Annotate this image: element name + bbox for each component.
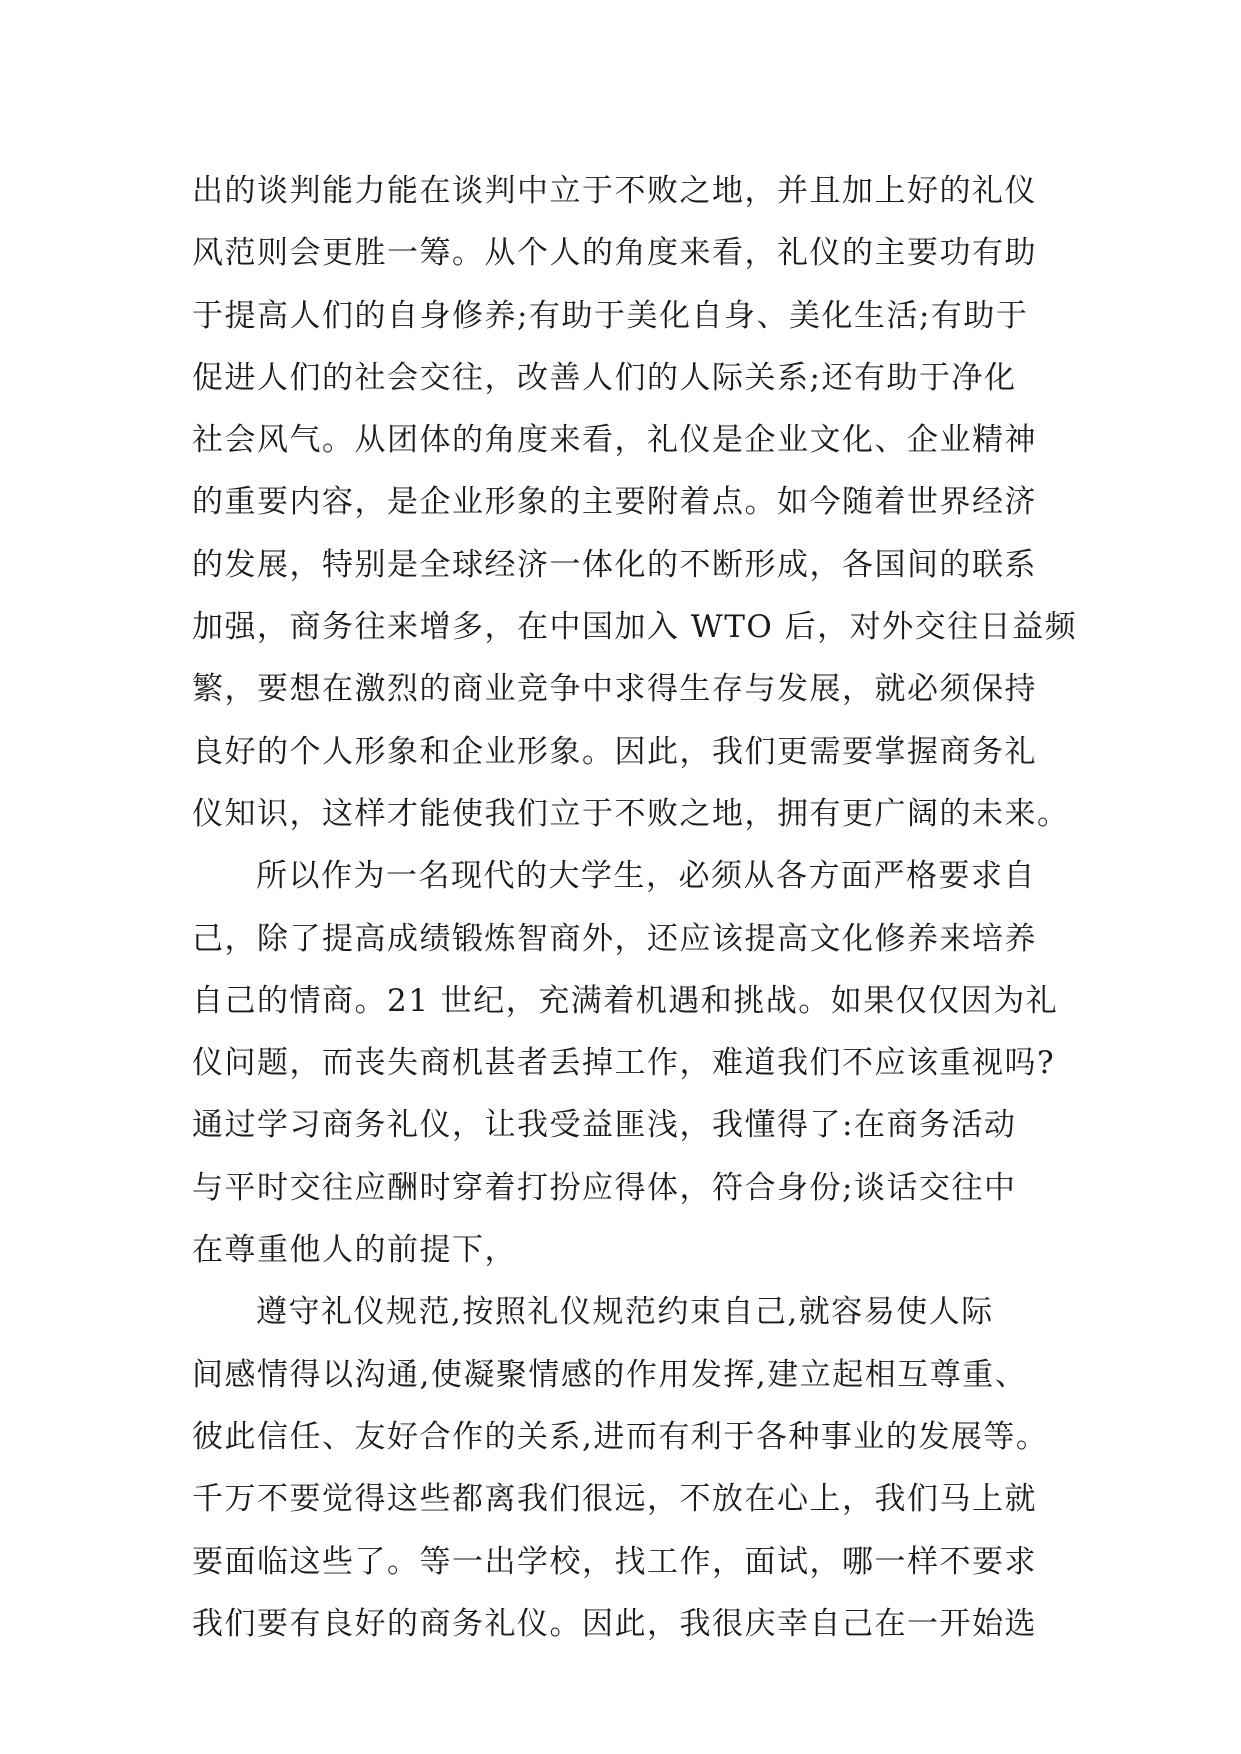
text-line: 风范则会更胜一筹。从个人的角度来看，礼仪的主要功有助 [192,235,1037,272]
text-line: 促进人们的社会交往，改善人们的人际关系;还有助于净化 [192,359,1017,396]
text-line: 千万不要觉得这些都离我们很远，不放在心上，我们马上就 [192,1481,1037,1518]
text-line: 仪问题，而丧失商机甚者丢掉工作，难道我们不应该重视吗? [192,1045,1056,1082]
text-line: 于提高人们的自身修养;有助于美化自身、美化生活;有助于 [192,297,1029,334]
paragraph-3 [192,1281,1052,1655]
text-line-indented: 所以作为一名现代的大学生，必须从各方面严格要求自 [256,858,1036,895]
text-line: 繁，要想在激烈的商业竞争中求得生存与发展，就必须保持 [192,671,1037,708]
text-line: 彼此信任、友好合作的关系,进而有利于各种事业的发展等。 [192,1418,1049,1455]
paragraph-2 [192,845,1059,1281]
document-body [192,160,1078,1655]
text-line: 己，除了提高成绩锻炼智商外，还应该提高文化修养来培养 [192,920,1037,957]
text-line: 间感情得以沟通,使凝聚情感的作用发挥,建立起相互尊重、 [192,1356,1028,1393]
text-line: 社会风气。从团体的角度来看，礼仪是企业文化、企业精神 [192,422,1037,459]
text-line: 的发展，特别是全球经济一体化的不断形成，各国间的联系 [192,546,1037,583]
text-line: 通过学习商务礼仪，让我受益匪浅，我懂得了:在商务活动 [192,1107,1017,1144]
text-line: 在尊重他人的前提下， [192,1232,517,1269]
text-line: 良好的个人形象和企业形象。因此，我们更需要掌握商务礼 [192,733,1037,770]
text-line: 与平时交往应酬时穿着打扮应得体，符合身份;谈话交往中 [192,1169,1017,1206]
text-line: 的重要内容，是企业形象的主要附着点。如今随着世界经济 [192,484,1037,521]
text-line: 仪知识，这样才能使我们立于不败之地，拥有更广阔的未来。 [192,795,1070,832]
text-line: 出的谈判能力能在谈判中立于不败之地，并且加上好的礼仪 [192,173,1037,209]
text-line: 要面临这些了。等一出学校，找工作，面试，哪一样不要求 [192,1543,1037,1580]
text-line: 加强，商务往来增多，在中国加入 WTO 后，对外交往日益频 [192,609,1078,646]
text-line: 自己的情商。21 世纪，充满着机遇和挑战。如果仅仅因为礼 [192,982,1059,1019]
text-line-indented: 遵守礼仪规范,按照礼仪规范约束自己,就容易使人际 [256,1294,994,1331]
text-line: 我们要有良好的商务礼仪。因此，我很庆幸自己在一开始选 [192,1605,1037,1642]
paragraph-1 [192,160,1078,845]
